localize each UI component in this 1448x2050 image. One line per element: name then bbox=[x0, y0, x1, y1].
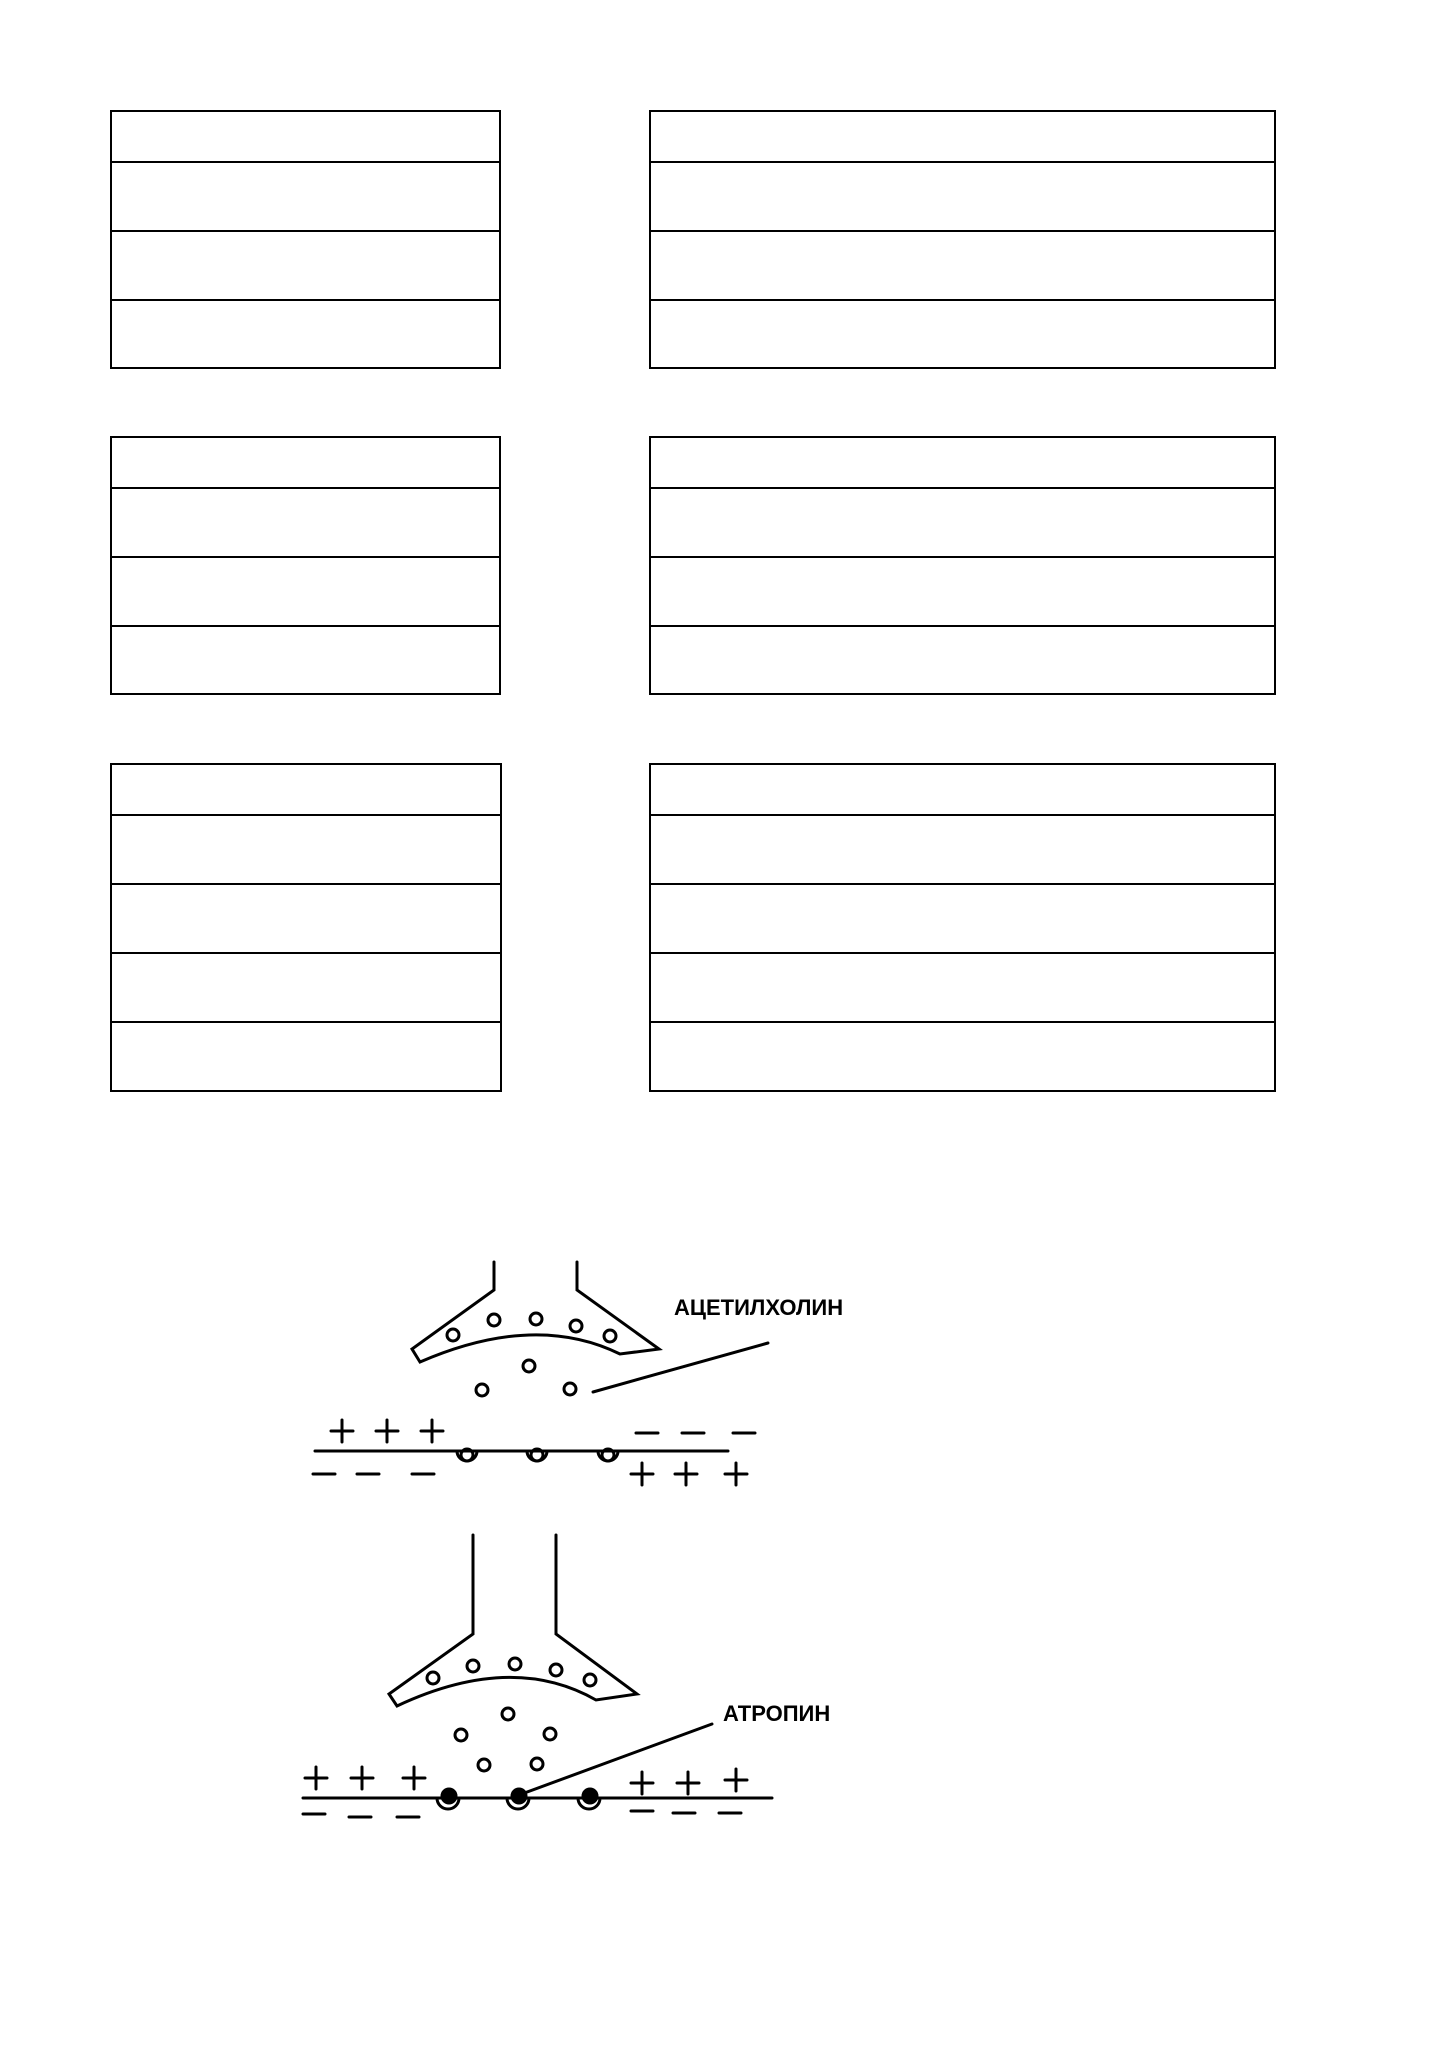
vesicle bbox=[427, 1672, 439, 1684]
label-pointer-top bbox=[593, 1343, 768, 1392]
vesicle bbox=[604, 1330, 616, 1342]
vesicle bbox=[530, 1313, 542, 1325]
vesicle bbox=[502, 1708, 514, 1720]
vesicle bbox=[478, 1759, 490, 1771]
synapse-bottom bbox=[303, 1535, 772, 1817]
vesicle bbox=[523, 1360, 535, 1372]
atropine-molecule bbox=[583, 1789, 597, 1803]
charges-top-right bbox=[631, 1433, 755, 1485]
vesicle bbox=[476, 1384, 488, 1396]
vesicle bbox=[531, 1758, 543, 1770]
vesicle bbox=[455, 1729, 467, 1741]
charges-top-left bbox=[313, 1420, 443, 1474]
atropine-molecule bbox=[442, 1789, 456, 1803]
charges-bottom-right bbox=[631, 1769, 747, 1813]
vesicle bbox=[544, 1728, 556, 1740]
vesicle bbox=[584, 1674, 596, 1686]
atropine-molecule bbox=[512, 1789, 526, 1803]
label-atropine: АТРОПИН bbox=[723, 1701, 831, 1726]
vesicle bbox=[570, 1320, 582, 1332]
vesicle bbox=[564, 1383, 576, 1395]
vesicle bbox=[488, 1314, 500, 1326]
vesicle bbox=[509, 1658, 521, 1670]
vesicle bbox=[467, 1660, 479, 1672]
label-acetylcholine: АЦЕТИЛХОЛИН bbox=[674, 1295, 844, 1320]
vesicle bbox=[550, 1664, 562, 1676]
charges-bottom-left bbox=[303, 1767, 425, 1817]
vesicle bbox=[447, 1329, 459, 1341]
